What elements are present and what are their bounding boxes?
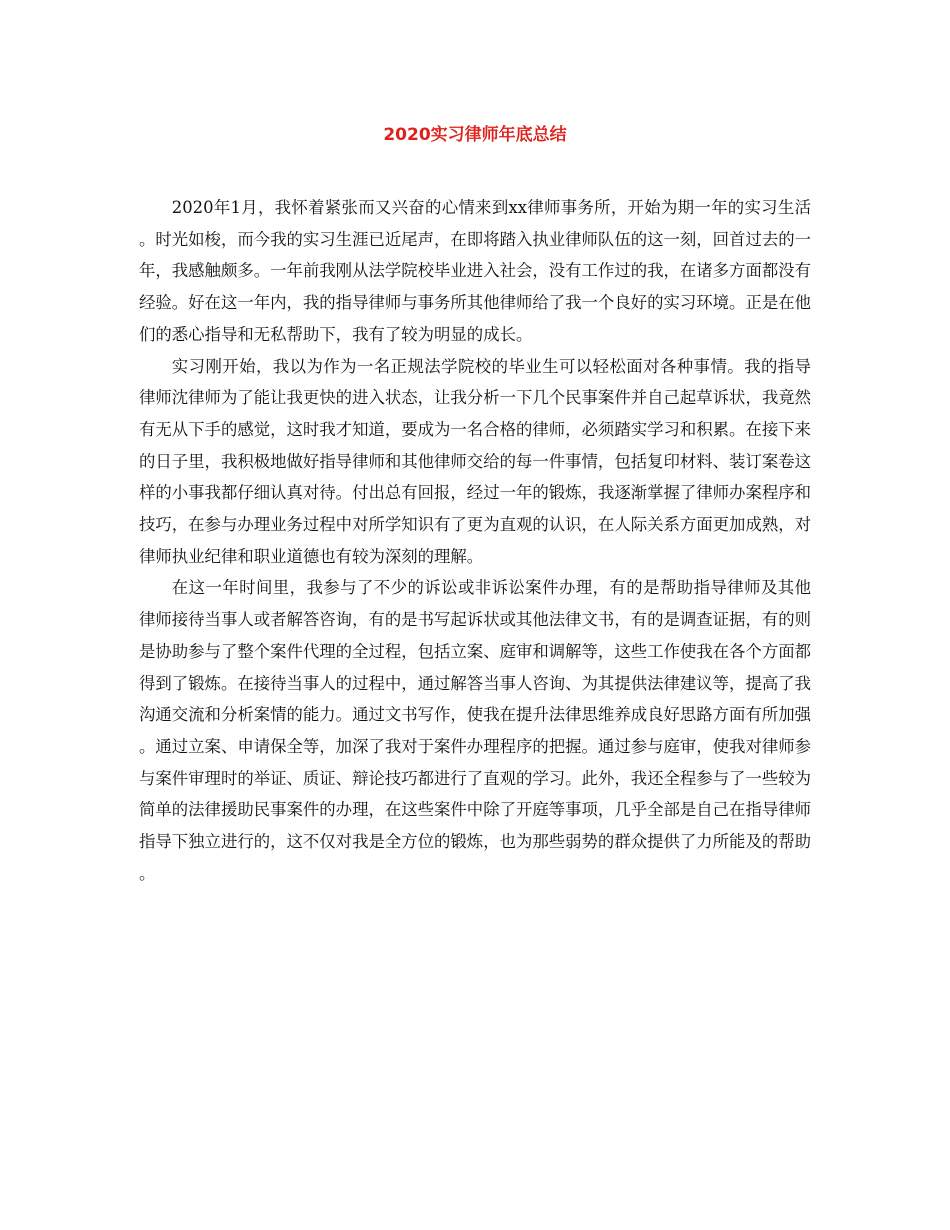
document-body bbox=[139, 192, 811, 889]
document-title: 2020实习律师年底总结 bbox=[383, 125, 567, 145]
paragraph-2: 实习刚开始，我以为作为一名正规法学院校的毕业生可以轻松面对各种事情。我的指导律师沈律师为了能让我更快的进入状态，让我分析一下几个民事案件并自己起草诉状，我竟然有无从下手的感觉，这时我才知道，要成为一名合格的律师，必须踏实学习和积累。在接下来的日子里，我积极地做好指导律师和其他律师交给的每一件事情，包括复印材料、装订案卷这样的小事我都仔细认真对待。付出总有回报，经过一年的锻炼，我逐渐掌握了律师办案程序和技巧，在参与办理业务过程中对所学知识有了更为直观的认识，在人际关系方面更加成熟，对律师执业纪律和职业道德也有较为深刻的理解。 bbox=[139, 356, 812, 566]
paragraph-3: 在这一年时间里，我参与了不少的诉讼或非诉讼案件办理，有的是帮助指导律师及其他律师接待当事人或者解答咨询，有的是书写起诉状或其他法律文书，有的是调查证据，有的则是协助参与了整个案件代理的全过程，包括立案、庭审和调解等，这些工作使我在各个方面都得到了锻炼。在接待当事人的过程中，通过解答当事人咨询、为其提供法律建议等，提高了我沟通交流和分析案情的能力。通过文书写作，使我在提升法律思维养成良好思路方面有所加强。通过立案、申请保全等，加深了我对于案件办理程序的把握。通过参与庭审，使我对律师参与案件审理时的举证、质证、辩论技巧都进行了直观的学习。此外，我还全程参与了一些较为简单的法律援助民事案件的办理，在这些案件中除了开庭等事项，几乎全部是自己在指导律师指导下独立进行的，这不仅对我是全方位的锻炼，也为那些弱势的群众提供了力所能及的帮助。 bbox=[139, 578, 812, 883]
paragraph-1: 2020年1月，我怀着紧张而又兴奋的心情来到xx律师事务所，开始为期一年的实习生活。时光如梭，而今我的实习生涯已近尾声，在即将踏入执业律师队伍的这一刻，回首过去的一年，我感触颇多。一年前我刚从法学院校毕业进入社会，没有工作过的我，在诸多方面都没有经验。好在这一年内，我的指导律师与事务所其他律师给了我一个良好的实习环境。正是在他们的悉心指导和无私帮助下，我有了较为明显的成长。 bbox=[139, 198, 812, 344]
